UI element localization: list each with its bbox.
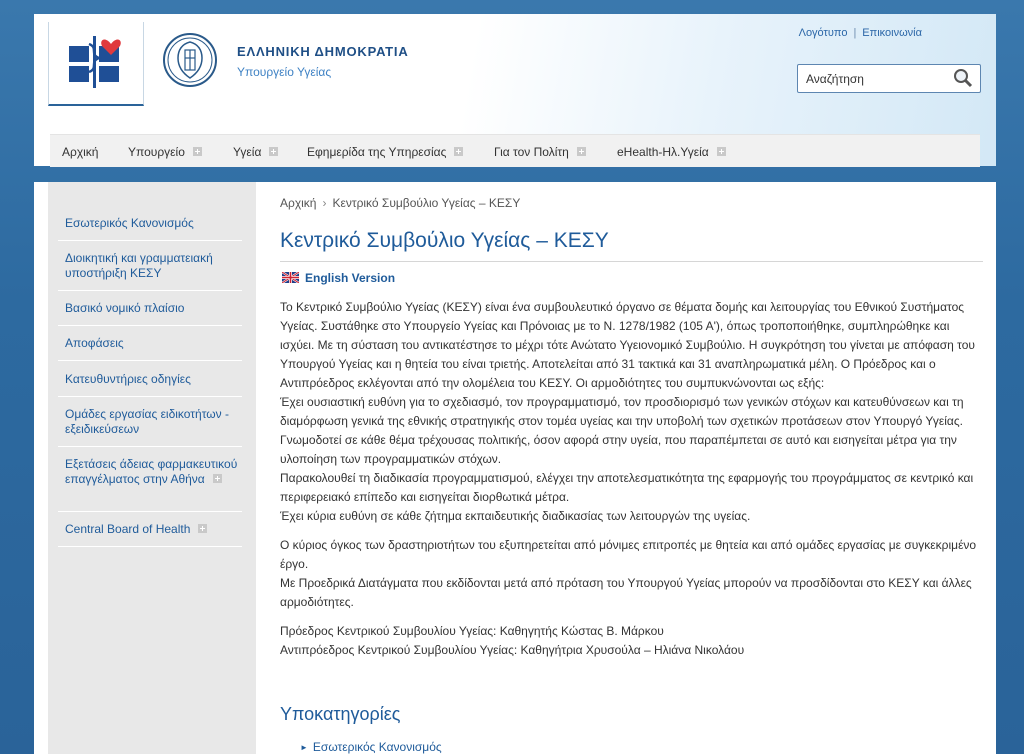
page-title: Κεντρικό Συμβούλιο Υγείας – ΚΕΣΥ xyxy=(280,229,609,252)
title-divider xyxy=(280,261,983,262)
breadcrumb-current: Κεντρικό Συμβούλιο Υγείας – ΚΕΣΥ xyxy=(332,196,521,210)
subcategory-item[interactable]: ► Εσωτερικός Κανονισμός xyxy=(300,740,442,754)
top-links: Λογότυπο | Επικοινωνία xyxy=(798,27,922,39)
nav-home[interactable]: Αρχική xyxy=(62,145,99,159)
content-panel xyxy=(34,182,996,754)
expand-icon[interactable] xyxy=(213,474,222,483)
paragraph-decrees: Με Προεδρικά Διατάγματα που εκδίδονται μετά από πρόταση του Υπουργού Υγείας μπορούν να προσδίδονται στο ΚΕΣΥ και άλλες αρμοδιότητες. xyxy=(280,576,972,609)
logo-link[interactable]: Λογότυπο xyxy=(798,27,848,39)
expand-icon[interactable] xyxy=(198,524,207,533)
breadcrumb xyxy=(280,196,520,210)
sidebar-item-legal-framework[interactable]: Βασικό νομικό πλαίσιο xyxy=(65,301,185,315)
search-box[interactable] xyxy=(797,64,981,93)
breadcrumb-home[interactable]: Αρχική xyxy=(280,196,317,210)
sidebar-item-admin-support[interactable]: Διοικητική και γραμματειακή υποστήριξη ΚΕΣΥ xyxy=(65,251,213,280)
greek-seal-icon xyxy=(162,32,218,88)
expand-icon[interactable] xyxy=(193,147,202,156)
paragraph-duty-4: Έχει κύρια ευθύνη σε κάθε ζήτημα εκπαιδευτικής διαδικασίας των λειτουργών της υγείας. xyxy=(280,509,751,523)
paragraph-committees: Ο κύριος όγκος των δραστηριοτήτων του εξυπηρετείται από μόνιμες επιτροπές με θητεία και από ομάδες εργασίας με συγκεκριμένο έργο. xyxy=(280,538,977,571)
ministry-logo[interactable] xyxy=(48,22,144,106)
nav-ehealth[interactable]: eHealth-Ηλ.Υγεία xyxy=(617,135,726,167)
paragraph-duty-1: Έχει ουσιαστική ευθύνη για το σχεδιασμό, τον προγραμματισμό, τον προσδιορισμό των γενικών στόχων και κατευθύνσεων και τη διαμόρφωση γενικά της εθνικής στρατηγικής στον τομέα υγείας και την υποβολή των σχετικών προτάσεων στον Υπουργό Υγείας. xyxy=(280,395,964,428)
sidebar xyxy=(48,182,256,754)
sidebar-item-guidelines[interactable]: Κατευθυντήριες οδηγίες xyxy=(65,372,191,386)
paragraph-intro: Το Κεντρικό Συμβούλιο Υγείας (ΚΕΣΥ) είναι ένα συμβουλευτικό όργανο σε θέματα δομής και λειτουργίας του Εθνικού Συστήματος Υγείας. Συστάθηκε στο Υπουργείο Υγείας και Πρόνοιας με το Ν. 1278/1982 (105 Α'), όπως τροποποιήθηκε, συμπληρώθηκε και ισχύει. Με τη σύσταση του αντικατέστησε το μέχρι τότε Ανώτατο Υγειονομικό Συμβούλιο. Η συγκρότηση του γίνεται με απόφαση του Υπουργού Υγείας και η θητεία του είναι τριετής. Αποτελείται από 31 τακτικά και 31 αναπληρωματικά μέλη. Ο Πρόεδρος και ο Αντιπρόεδρος εκλέγονται από την ολομέλεια του ΚΕΣΥ. Οι αρμοδιότητες του συμπυκνώνονται ως εξής: xyxy=(280,300,975,390)
article-body xyxy=(280,298,983,660)
ministry-logo-icon xyxy=(49,22,143,104)
expand-icon[interactable] xyxy=(577,147,586,156)
bullet-arrow-icon: ► xyxy=(300,743,308,752)
search-icon[interactable] xyxy=(952,68,974,88)
sidebar-item-decisions[interactable]: Αποφάσεις xyxy=(65,336,124,350)
sidebar-item-working-groups[interactable]: Ομάδες εργασίας ειδικοτήτων - εξειδικεύσεων xyxy=(65,407,229,436)
nav-citizen[interactable]: Για τον Πολίτη xyxy=(494,135,586,167)
search-input[interactable]: Αναζήτηση xyxy=(806,72,864,86)
sidebar-item-central-board[interactable]: Central Board of Health xyxy=(65,522,242,537)
expand-icon[interactable] xyxy=(454,147,463,156)
english-version-link[interactable]: English Version xyxy=(282,271,395,285)
paragraph-duty-3: Παρακολουθεί τη διαδικασία προγραμματισμού, ελέγχει την αποτελεσματικότητα της εφαρμογής του προγράμματος σε κεντρικό και περιφερειακό επίπεδο και εισηγείται διορθωτικά μέτρα. xyxy=(280,471,974,504)
president-line: Πρόεδρος Κεντρικού Συμβουλίου Υγείας: Καθηγητής Κώστας Β. Μάρκου xyxy=(280,624,664,638)
nav-health[interactable]: Υγεία xyxy=(233,135,278,167)
expand-icon[interactable] xyxy=(269,147,278,156)
org-subtitle: Υπουργείο Υγείας xyxy=(237,65,332,79)
main-nav xyxy=(50,134,980,167)
nav-gazette[interactable]: Εφημερίδα της Υπηρεσίας xyxy=(307,135,463,167)
org-name: ΕΛΛΗΝΙΚΗ ΔΗΜΟΚΡΑΤΙΑ xyxy=(237,44,409,59)
contact-link[interactable]: Επικοινωνία xyxy=(862,27,922,39)
paragraph-duty-2: Γνωμοδοτεί σε κάθε θέμα τρέχουσας πολιτικής, όσον αφορά στην υγεία, που παραπέμπεται σε αυτό και εισηγείται μέτρα για την υλοποίηση των προγραμματικών στόχων. xyxy=(280,433,957,466)
sidebar-item-pharmacy-exams[interactable]: Εξετάσεις άδειας φαρμακευτικού επαγγέλματος στην Αθήνα xyxy=(65,457,238,486)
nav-ministry[interactable]: Υπουργείο xyxy=(128,135,202,167)
site-header xyxy=(34,14,996,166)
vice-president-line: Αντιπρόεδρος Κεντρικού Συμβουλίου Υγείας: Καθηγήτρια Χρυσούλα – Ηλιάνα Νικολάου xyxy=(280,643,745,657)
uk-flag-icon xyxy=(282,272,299,283)
breadcrumb-arrow-icon: › xyxy=(322,196,327,210)
sidebar-item-internal-regulation[interactable]: Εσωτερικός Κανονισμός xyxy=(65,216,194,230)
subcategories-heading: Υποκατηγορίες xyxy=(280,704,401,724)
expand-icon[interactable] xyxy=(717,147,726,156)
